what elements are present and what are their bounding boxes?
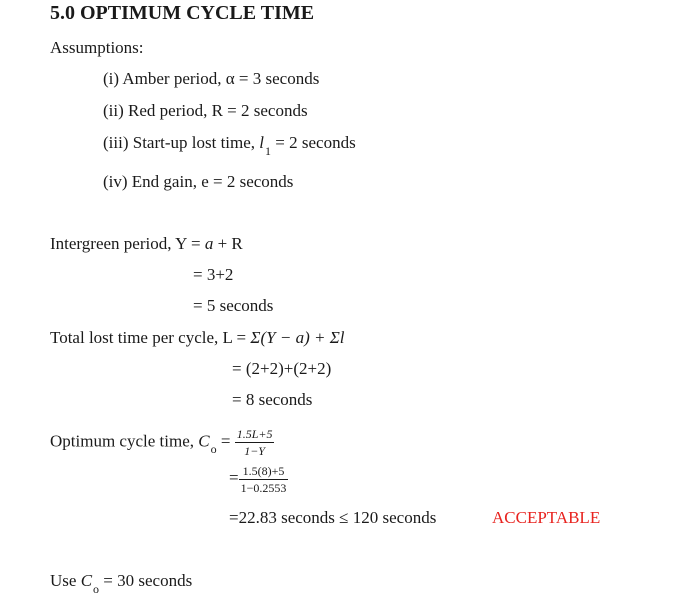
optimum-line xyxy=(50,427,274,458)
use-prefix: Use xyxy=(50,571,81,590)
assumption-startup-lost xyxy=(103,133,356,158)
optimum-variable: C xyxy=(198,431,210,451)
assumption-end-gain: (iv) End gain, e = 2 seconds xyxy=(103,172,294,191)
lost-time-step-2: = 8 seconds xyxy=(232,390,313,409)
assumption-amber: (i) Amber period, α = 3 seconds xyxy=(103,69,320,88)
substitution-fraction xyxy=(239,464,289,495)
use-subscript: o xyxy=(93,582,100,596)
optimum-label: Optimum cycle time, xyxy=(50,431,199,451)
intergreen-rest: + R xyxy=(213,234,243,253)
optimum-substitution xyxy=(229,463,288,495)
assumptions-label: Assumptions: xyxy=(50,38,144,57)
use-cycle-line xyxy=(50,571,193,596)
lost-time-step-1: = (2+2)+(2+2) xyxy=(232,359,332,378)
assumption-red: (ii) Red period, R = 2 seconds xyxy=(103,101,308,120)
optimum-equals: = xyxy=(216,431,231,451)
acceptable-status: ACCEPTABLE xyxy=(492,508,601,527)
formula-denominator: 1−Y xyxy=(244,444,265,458)
lost-time-label: Total lost time per cycle, L = xyxy=(50,328,251,347)
lost-time-line xyxy=(50,328,345,348)
substitution-equals: = xyxy=(229,468,239,487)
section-heading: 5.0 OPTIMUM CYCLE TIME xyxy=(50,2,315,24)
use-value: = 30 seconds xyxy=(99,571,193,590)
substitution-numerator: 1.5(8)+5 xyxy=(239,464,289,480)
intergreen-line xyxy=(50,234,243,254)
assumption-startup-value: = 2 seconds xyxy=(271,133,356,152)
lost-time-subscript: 1 xyxy=(265,144,272,158)
intergreen-step-1: = 3+2 xyxy=(193,265,234,284)
optimum-result: =22.83 seconds ≤ 120 seconds xyxy=(229,508,437,527)
substitution-denominator: 1−0.2553 xyxy=(240,480,287,495)
lost-time-variable: l xyxy=(259,133,265,152)
intergreen-step-2: = 5 seconds xyxy=(193,296,274,315)
assumption-startup-text: (iii) Start-up lost time, xyxy=(103,133,260,152)
formula-numerator: 1.5L+5 xyxy=(236,427,273,441)
use-variable: C xyxy=(80,571,93,590)
optimum-subscript: o xyxy=(210,442,217,457)
intergreen-label: Intergreen period, Y = xyxy=(50,234,205,253)
intergreen-var-a: a xyxy=(204,234,214,253)
optimum-formula-fraction xyxy=(235,427,275,458)
lost-time-expression: Σ(Y − a) + Σl xyxy=(250,328,345,347)
